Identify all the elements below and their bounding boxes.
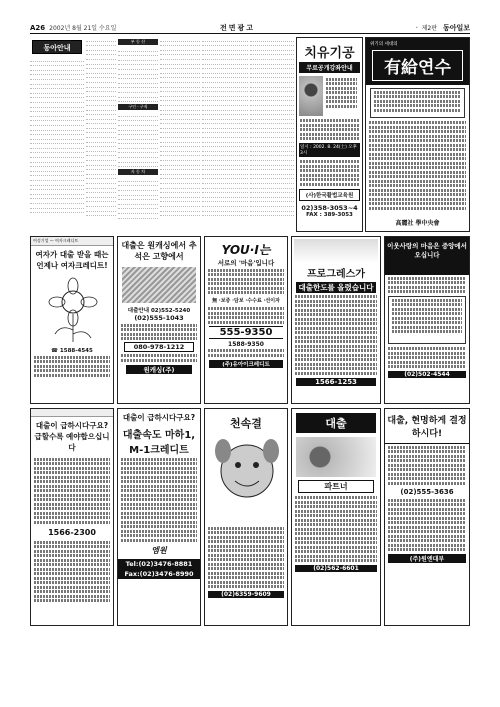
ad-eyebrow: 위기의 세대의: [370, 42, 398, 47]
ad-phone: (02)502-4544: [388, 371, 466, 378]
portrait-photo: [299, 76, 323, 116]
classified-ribbon: 부 동 산: [118, 39, 158, 45]
ad-rates-table: [388, 296, 466, 344]
ad-title: 프로그레스가: [307, 269, 365, 280]
ad-brand: (주)유아이크레디트: [209, 360, 283, 368]
section-title: 전면광고: [220, 23, 256, 32]
ad-phone: 1566-1253: [296, 378, 376, 386]
classified-masthead: 동아안내: [32, 40, 82, 54]
ad-phone: (02)6359-9609: [208, 591, 284, 598]
ad-phone: Tel:(02)3476-8881: [118, 559, 200, 569]
classified-column-6: [250, 37, 294, 232]
ad-youi-credit: [204, 236, 288, 404]
classified-column-4: [160, 37, 200, 232]
ad-phone: (02)555-1043: [134, 314, 184, 322]
ad-title: 有給연수: [372, 50, 463, 81]
classified-column-5: [202, 37, 248, 232]
ad-features: 無 ·보증 ·담보 ·수수료 ·선이자: [212, 298, 280, 304]
ad-title: 이웃사랑의 마음은 중앙에서 오십니다: [385, 237, 469, 275]
ad-phone: (02)555-3636: [400, 487, 454, 496]
ad-fax: FAX : 389-3053: [306, 211, 353, 218]
mascot-illustration: [205, 431, 288, 521]
ad-headline: 대출이 급하시다구요?: [122, 413, 196, 422]
ad-date-bar: 일시 : 2002. 8. 24(土) 오후 3시: [299, 143, 360, 157]
ad-title: 대출, 현명하게 결정하시다!: [385, 409, 469, 444]
ad-banner-art: [294, 239, 378, 263]
ad-healing-qigong: [296, 37, 363, 232]
ad-org: (사)한국활법교육원: [299, 189, 360, 201]
classified-ribbon: 구인ㆍ구직: [118, 104, 158, 110]
ad-phone: 555-9350: [209, 326, 283, 339]
ad-phone: 1588-9350: [228, 340, 264, 348]
ad-m1-credit: [117, 408, 201, 626]
ad-subtitle: 무료공개강좌안내: [299, 62, 360, 73]
ad-wise-decision: [384, 408, 470, 626]
ad-brand: 엠원: [151, 545, 167, 555]
ad-headline: 여자가 대출 받을 때는 언제나 여자크레디트!: [35, 250, 109, 270]
ad-phone: (02)562-6601: [295, 565, 377, 572]
ad-brand: 파트너: [298, 480, 374, 493]
classified-column-3: [118, 37, 158, 232]
page-header: [30, 22, 470, 34]
ad-partner: [291, 408, 381, 626]
issue-date: 2002년 8월 21일 수요일: [49, 25, 117, 32]
ad-headline: 대출이 급하시다구요? 급할수록 예야합으십니다: [34, 421, 110, 452]
ad-joongang: [384, 236, 470, 404]
ad-tag: 여성기업 — 여자크레디트: [31, 237, 113, 246]
ad-title: 대출: [296, 413, 376, 433]
ad-brand: 원캐싱(주): [126, 365, 192, 374]
page-number: A26: [30, 23, 46, 32]
ad-footer: 高麗社 學中央會: [395, 220, 440, 227]
paper-name: 동아일보: [442, 22, 470, 32]
ad-phone: ☎ 1588-4545: [51, 348, 93, 354]
ad-urgent-loan: [30, 408, 114, 626]
classified-column-1: [30, 37, 84, 232]
ad-speed-loan: [204, 408, 288, 626]
ad-rate: 대출안내 02)552-5240: [127, 308, 191, 314]
ad-phone: 1566-2300: [48, 527, 96, 537]
ad-progress: [291, 236, 381, 404]
ad-title: 치유기공: [304, 46, 355, 61]
ad-brand: (주)원엔대부: [388, 554, 466, 563]
classified-ribbon: 자 동 차: [118, 169, 158, 175]
ad-schedule-table: [370, 88, 465, 118]
ad-title: YOU·I는: [221, 243, 271, 257]
ad-headline: 대출속도 마하1, M-1크레디트: [122, 430, 196, 456]
ad-phone: 02)358-3053~4: [301, 203, 358, 212]
ad-phone: 080-978-1212: [124, 342, 194, 352]
ad-headline: 대출은 원캐싱에서 추석은 고향에서: [121, 241, 197, 261]
ad-subtitle: 서로의 '마음'입니다: [217, 259, 275, 267]
ad-one-cashing: [117, 236, 201, 404]
ad-subtitle: 대출한도를 올렸습니다: [296, 282, 376, 293]
ad-photo: [122, 267, 196, 303]
ad-title: 천속결: [230, 417, 262, 430]
ad-photo: [296, 437, 376, 477]
ad-paid-leave: [365, 37, 470, 232]
classified-column-2: [86, 37, 116, 232]
edition-note: ㆍ 제2판: [413, 24, 438, 32]
ad-fax: Fax:(02)3476-8990: [118, 569, 200, 579]
ad-women-credit: [30, 236, 114, 404]
flower-illustration: [31, 274, 114, 344]
header-right: [414, 23, 470, 33]
